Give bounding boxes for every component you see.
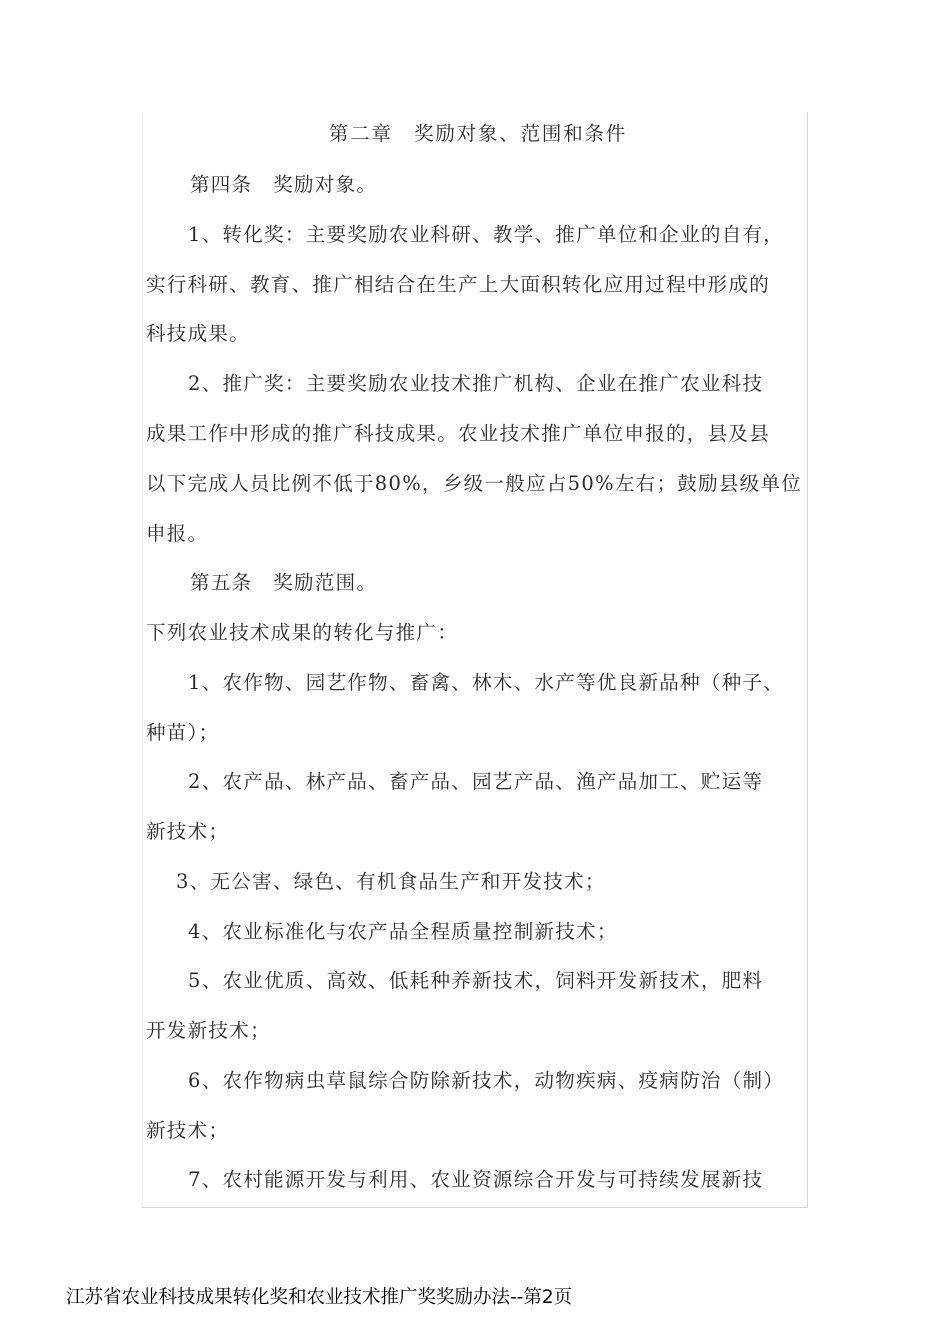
paragraph-line: 1、转化奖：主要奖励农业科研、教学、推广单位和企业的自有，: [188, 223, 785, 246]
paragraph-line: 科技成果。: [146, 322, 251, 345]
list-item: 7、农村能源开发与利用、农业资源综合开发与可持续发展新技: [188, 1168, 764, 1191]
list-item: 4、农业标准化与农产品全程质量控制新技术；: [188, 920, 618, 943]
list-item: 6、农作物病虫草鼠综合防除新技术，动物疾病、疫病防治（制）: [188, 1069, 785, 1092]
paragraph-line: 成果工作中形成的推广科技成果。农业技术推广单位申报的，县及县: [146, 422, 771, 445]
article-4-heading: 第四条 奖励对象。: [190, 173, 378, 196]
paragraph-line: 申报。: [146, 522, 209, 545]
list-item-continuation: 新技术；: [146, 820, 230, 843]
paragraph-line: 2、推广奖：主要奖励农业技术推广机构、企业在推广农业科技: [188, 372, 764, 395]
page-footer-caption: 江苏省农业科技成果转化奖和农业技术推广奖奖励办法--第2页: [66, 1287, 573, 1308]
list-item: 2、农产品、林产品、畜产品、园艺产品、渔产品加工、贮运等: [188, 770, 764, 793]
list-item-continuation: 新技术；: [146, 1119, 230, 1142]
article-5-heading: 第五条 奖励范围。: [190, 571, 378, 594]
paragraph-line: 实行科研、教育、推广相结合在生产上大面积转化应用过程中形成的: [146, 273, 771, 296]
list-item-continuation: 种苗）；: [146, 721, 220, 744]
paragraph-line: 下列农业技术成果的转化与推广：: [146, 621, 459, 644]
list-item: 5、农业优质、高效、低耗种养新技术，饲料开发新技术，肥料: [188, 969, 764, 992]
list-item: 3、无公害、绿色、有机食品生产和开发技术；: [176, 870, 606, 893]
paragraph-line: 以下完成人员比例不低于80%，乡级一般应占50%左右；鼓励县级单位: [146, 472, 803, 495]
list-item: 1、农作物、园艺作物、畜禽、林木、水产等优良新品种（种子、: [188, 671, 785, 694]
chapter-title: 第二章 奖励对象、范围和条件: [328, 122, 628, 145]
list-item-continuation: 开发新技术；: [146, 1019, 271, 1042]
